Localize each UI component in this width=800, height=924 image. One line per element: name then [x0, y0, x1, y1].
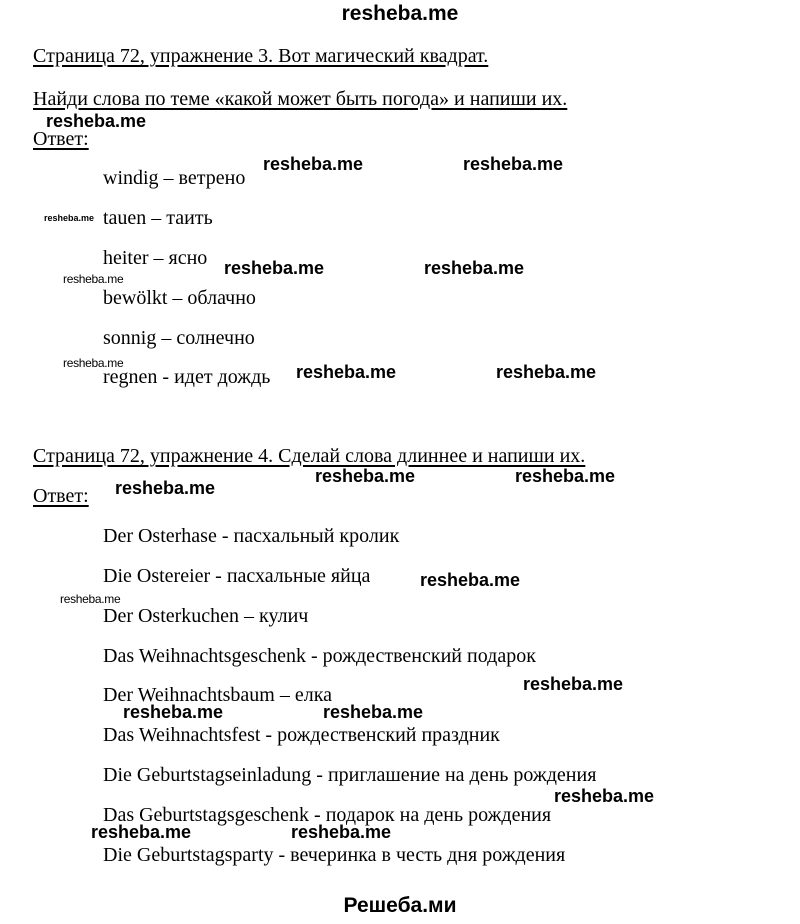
exercise3-item: bewölkt – облачно [103, 287, 256, 309]
watermark: resheba.me [63, 272, 124, 286]
site-footer: Решеба.ми [343, 894, 457, 917]
watermark: resheba.me [420, 570, 521, 590]
site-header: resheba.me [341, 2, 459, 25]
exercise4-item: Die Geburtstagsparty - вечеринка в честь дня рождения [103, 844, 566, 866]
exercise3-title: Страница 72, упражнение 3. Вот магический квадрат. [33, 45, 489, 67]
exercise3-item: tauen – таить [103, 207, 213, 229]
watermark: resheba.me [315, 466, 416, 486]
exercise4-item: Das Weihnachtsgeschenk - рождественский подарок [103, 645, 536, 667]
exercise4-item: Der Osterkuchen – кулич [103, 605, 309, 627]
watermark: resheba.me [224, 258, 325, 278]
watermark: resheba.me [496, 362, 597, 382]
watermark: resheba.me [91, 822, 192, 842]
watermark: resheba.me [291, 822, 392, 842]
watermark: resheba.me [515, 466, 616, 486]
watermark: resheba.me [123, 702, 224, 722]
watermark: resheba.me [323, 702, 424, 722]
exercise4-title: Страница 72, упражнение 4. Сделай слова длиннее и напиши их. [33, 445, 586, 467]
watermark: resheba.me [46, 111, 147, 131]
exercise4-item: Das Geburtstagsgeschenk - подарок на день рождения [103, 804, 552, 826]
watermark: resheba.me [296, 362, 397, 382]
exercise4-answer-label: Ответ: [33, 485, 89, 507]
watermark: resheba.me [63, 356, 124, 370]
exercise3-item: windig – ветрено [103, 167, 246, 189]
exercise3-item: heiter – ясно [103, 247, 208, 269]
watermark: resheba.me [263, 154, 364, 174]
exercise3-item: sonnig – солнечно [103, 327, 255, 349]
exercise3-task: Найди слова по теме «какой может быть погода» и напиши их. [33, 88, 568, 110]
exercise4-item: Die Ostereier - пасхальные яйца [103, 565, 371, 587]
watermark: resheba.me [115, 478, 216, 498]
exercise3-item: regnen - идет дождь [103, 366, 271, 388]
exercise4-item: Der Osterhase - пасхальный кролик [103, 525, 400, 547]
watermark: resheba.me [424, 258, 525, 278]
watermark: resheba.me [554, 786, 655, 806]
watermark: resheba.me [463, 154, 564, 174]
exercise4-item: Die Geburtstagseinladung - приглашение на день рождения [103, 764, 597, 786]
exercise3-answer-label: Ответ: [33, 128, 89, 150]
watermark: resheba.me [60, 592, 121, 606]
exercise4-item: Das Weihnachtsfest - рождественский праздник [103, 724, 500, 746]
watermark: resheba.me [44, 213, 95, 223]
exercise4-item: Der Weihnachtsbaum – елка [103, 684, 333, 706]
watermark: resheba.me [523, 674, 624, 694]
